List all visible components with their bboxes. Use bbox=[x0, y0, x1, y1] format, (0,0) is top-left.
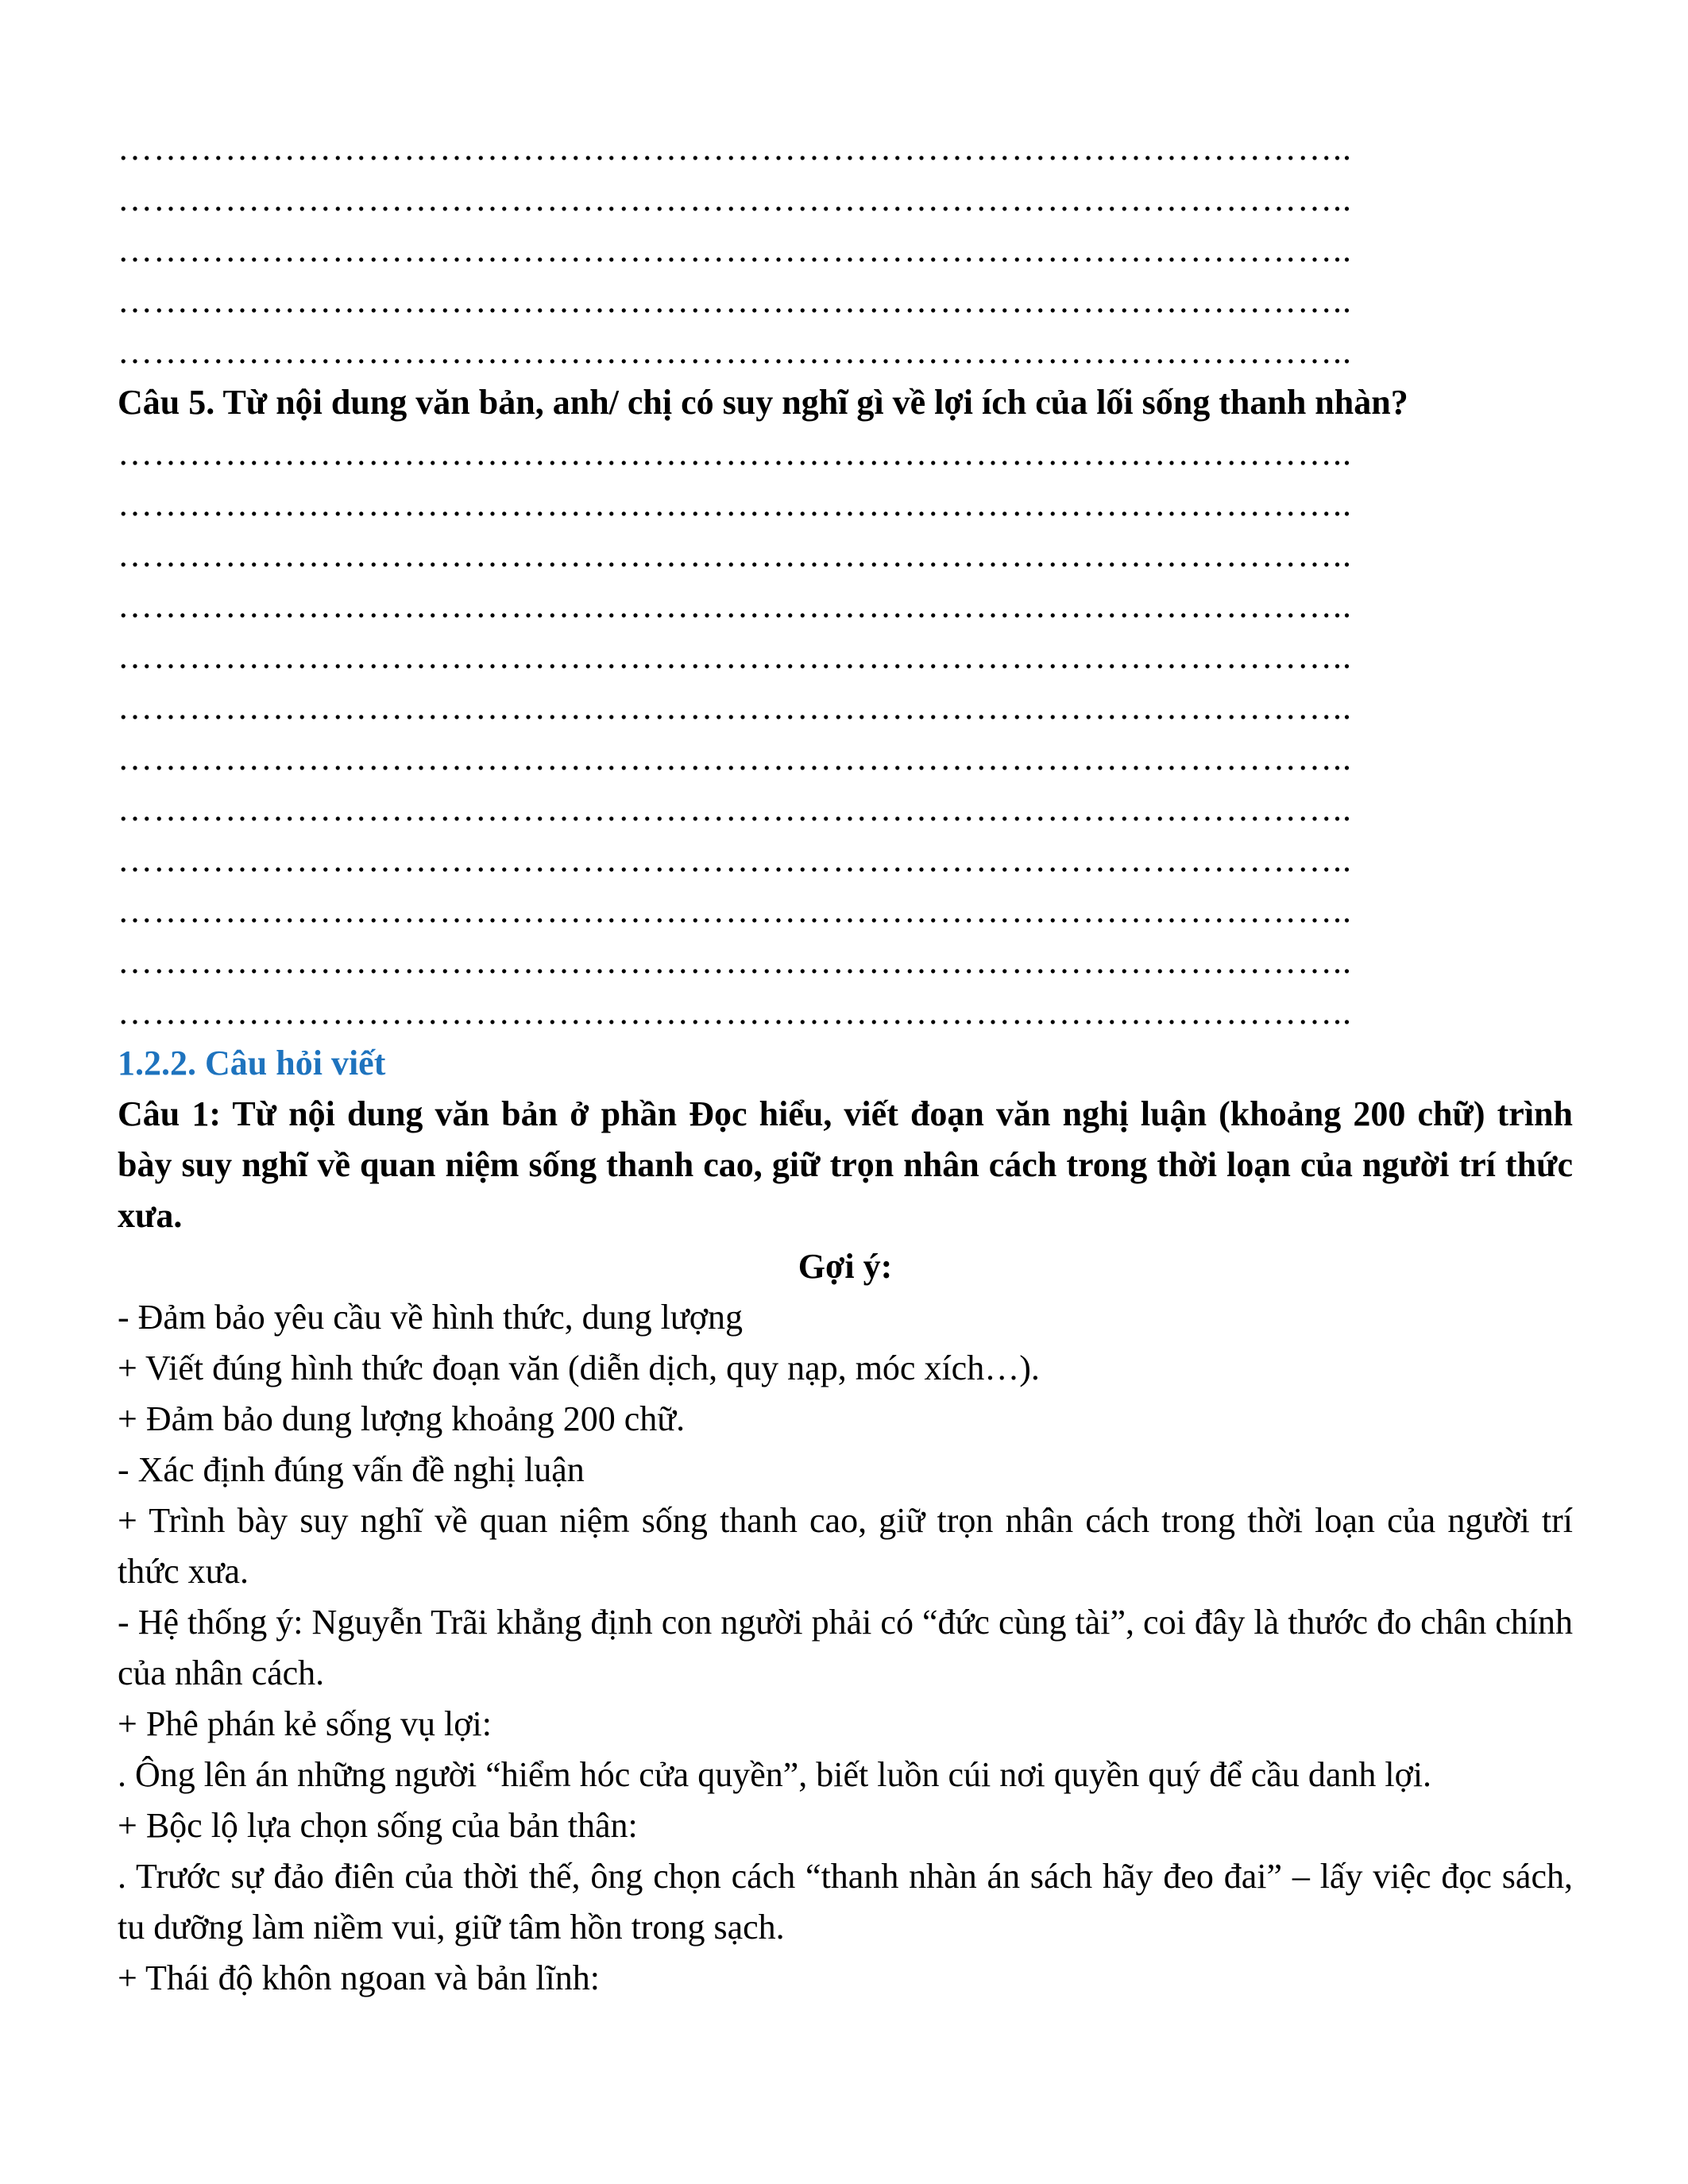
hint-item: + Bộc lộ lựa chọn sống của bản thân: bbox=[118, 1806, 638, 1845]
answer-line: ………………………………………………………………………………………….. bbox=[118, 993, 1352, 1032]
answer-line: ………………………………………………………………………………………….. bbox=[118, 891, 1352, 930]
answer-line: ………………………………………………………………………………………….. bbox=[118, 586, 1352, 625]
hint-item: + Thái độ khôn ngoan và bản lĩnh: bbox=[118, 1958, 600, 1997]
answer-lines-q5 bbox=[118, 428, 1573, 1038]
answer-line: ………………………………………………………………………………………….. bbox=[118, 129, 1352, 168]
hint-item: . Trước sự đảo điên của thời thế, ông chọn cách “thanh nhàn án sách hãy đeo đai” – lấy việc đọc sách, tu dưỡng làm niềm vui, giữ tâm hồn trong sạch. bbox=[118, 1857, 1573, 1947]
hint-item: - Đảm bảo yêu cầu về hình thức, dung lượng bbox=[118, 1298, 743, 1337]
answer-line: ………………………………………………………………………………………….. bbox=[118, 840, 1352, 879]
hint-item: + Viết đúng hình thức đoạn văn (diễn dịch, quy nạp, móc xích…). bbox=[118, 1349, 1040, 1387]
answer-lines-top bbox=[118, 123, 1573, 377]
answer-line: ………………………………………………………………………………………….. bbox=[118, 739, 1352, 778]
hint-item: + Trình bày suy nghĩ về quan niệm sống thanh cao, giữ trọn nhân cách trong thời loạn của người trí thức xưa. bbox=[118, 1501, 1573, 1591]
answer-line: ………………………………………………………………………………………….. bbox=[118, 535, 1352, 574]
question-1: Câu 1: Từ nội dung văn bản ở phần Đọc hiểu, viết đoạn văn nghị luận (khoảng 200 chữ) trình bày suy nghĩ về quan niệm sống thanh cao, giữ trọn nhân cách trong thời loạn của người trí thức xưa. bbox=[118, 1094, 1573, 1235]
answer-line: ………………………………………………………………………………………….. bbox=[118, 281, 1352, 320]
hint-item: - Hệ thống ý: Nguyễn Trãi khẳng định con người phải có “đức cùng tài”, coi đây là thước đo chân chính của nhân cách. bbox=[118, 1603, 1573, 1692]
answer-line: ………………………………………………………………………………………….. bbox=[118, 637, 1352, 676]
hint-item: . Ông lên án những người “hiểm hóc cửa quyền”, biết luồn cúi nơi quyền quý để cầu danh lợi. bbox=[118, 1755, 1432, 1794]
hint-list bbox=[118, 1292, 1573, 2004]
hint-title: Gợi ý: bbox=[798, 1247, 893, 1286]
question-5: Câu 5. Từ nội dung văn bản, anh/ chị có suy nghĩ gì về lợi ích của lối sống thanh nhàn? bbox=[118, 383, 1408, 422]
hint-item: + Phê phán kẻ sống vụ lợi: bbox=[118, 1704, 492, 1743]
answer-line: ………………………………………………………………………………………….. bbox=[118, 434, 1352, 473]
answer-line: ………………………………………………………………………………………….. bbox=[118, 688, 1352, 727]
answer-line: ………………………………………………………………………………………….. bbox=[118, 942, 1352, 981]
hint-item: - Xác định đúng vấn đề nghị luận bbox=[118, 1450, 585, 1489]
document-page bbox=[118, 123, 1573, 2004]
section-heading: 1.2.2. Câu hỏi viết bbox=[118, 1044, 386, 1082]
answer-line: ………………………………………………………………………………………….. bbox=[118, 484, 1352, 523]
answer-line: ………………………………………………………………………………………….. bbox=[118, 789, 1352, 828]
answer-line: ………………………………………………………………………………………….. bbox=[118, 332, 1352, 371]
answer-line: ………………………………………………………………………………………….. bbox=[118, 179, 1352, 218]
answer-line: ………………………………………………………………………………………….. bbox=[118, 230, 1352, 269]
hint-item: + Đảm bảo dung lượng khoảng 200 chữ. bbox=[118, 1399, 686, 1438]
